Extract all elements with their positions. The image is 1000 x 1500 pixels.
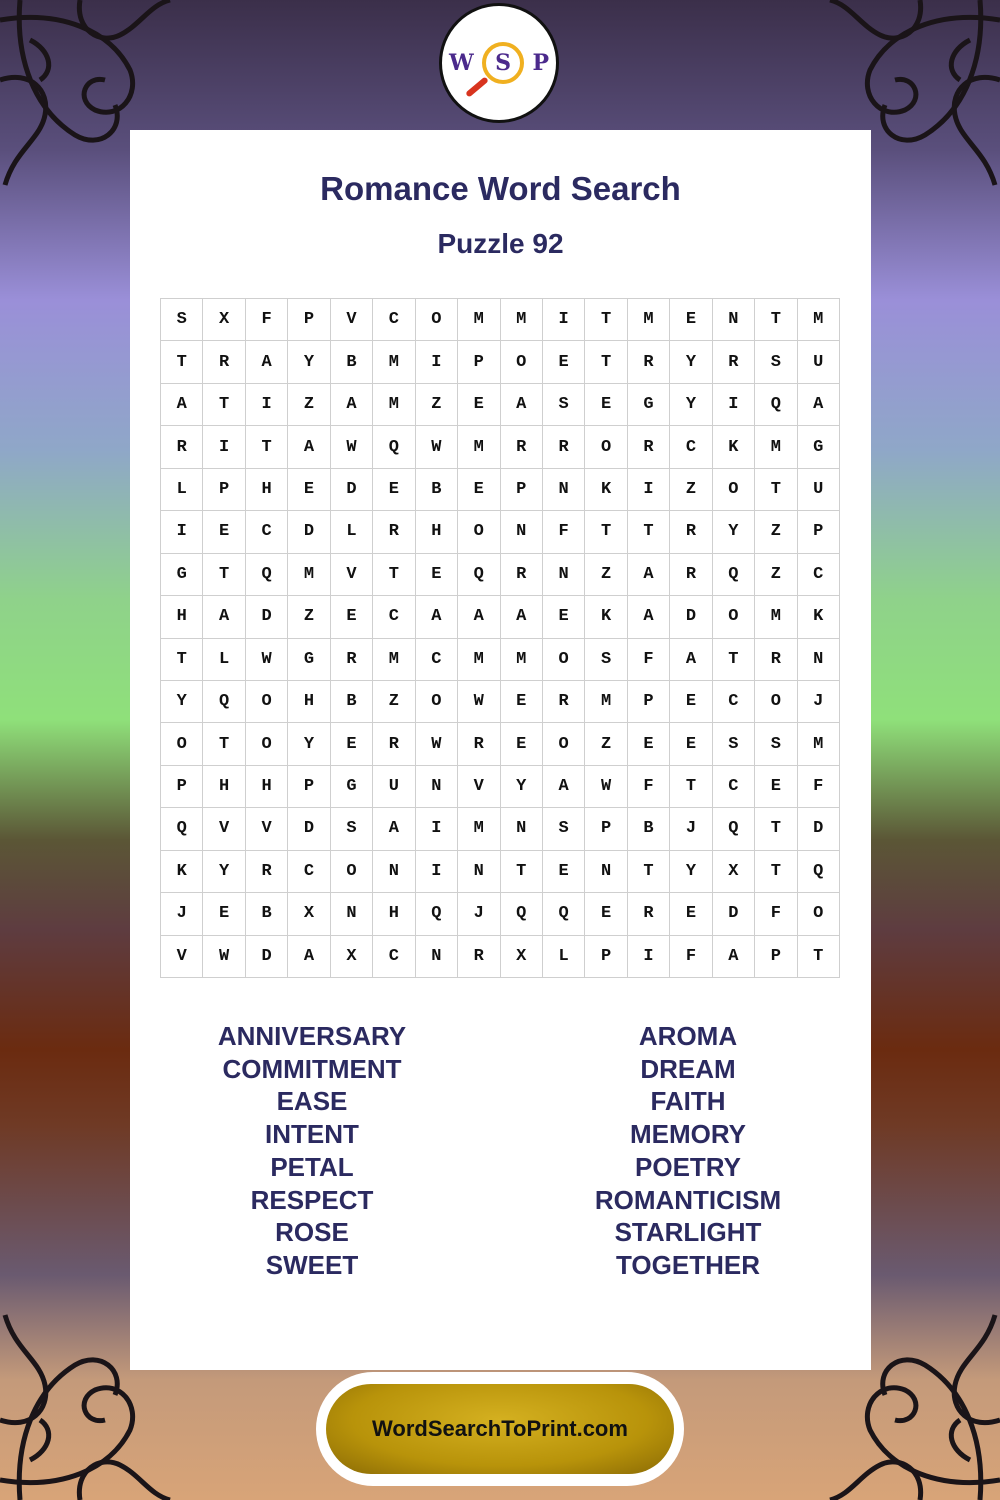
grid-cell[interactable]: Y bbox=[670, 341, 712, 383]
grid-cell[interactable]: O bbox=[713, 596, 755, 638]
grid-cell[interactable]: Y bbox=[670, 851, 712, 893]
grid-cell[interactable]: X bbox=[331, 936, 373, 978]
grid-cell[interactable]: F bbox=[246, 299, 288, 341]
grid-cell[interactable]: T bbox=[585, 511, 627, 553]
grid-cell[interactable]: W bbox=[585, 766, 627, 808]
grid-cell[interactable]: H bbox=[373, 893, 415, 935]
grid-cell[interactable]: P bbox=[585, 808, 627, 850]
grid-cell[interactable]: I bbox=[203, 426, 245, 468]
word-list-item: DREAM bbox=[640, 1053, 736, 1084]
grid-cell[interactable]: I bbox=[416, 341, 458, 383]
grid-cell[interactable]: M bbox=[628, 299, 670, 341]
grid-cell[interactable]: Y bbox=[203, 851, 245, 893]
grid-cell[interactable]: M bbox=[458, 639, 500, 681]
grid-cell[interactable]: S bbox=[755, 341, 797, 383]
grid-cell[interactable]: W bbox=[416, 426, 458, 468]
grid-cell[interactable]: D bbox=[288, 808, 330, 850]
grid-cell[interactable]: X bbox=[288, 893, 330, 935]
grid-cell[interactable]: W bbox=[458, 681, 500, 723]
puzzle-card bbox=[130, 130, 871, 1370]
grid-cell[interactable]: Q bbox=[458, 554, 500, 596]
grid-cell[interactable]: A bbox=[628, 554, 670, 596]
grid-cell[interactable]: S bbox=[543, 384, 585, 426]
grid-cell[interactable]: E bbox=[331, 596, 373, 638]
grid-cell[interactable]: M bbox=[373, 384, 415, 426]
grid-cell[interactable]: D bbox=[246, 936, 288, 978]
grid-cell[interactable]: U bbox=[798, 469, 840, 511]
grid-cell[interactable]: C bbox=[373, 299, 415, 341]
grid-cell[interactable]: Q bbox=[161, 808, 203, 850]
grid-cell[interactable]: K bbox=[713, 426, 755, 468]
grid-cell[interactable]: M bbox=[501, 299, 543, 341]
grid-cell[interactable]: A bbox=[458, 596, 500, 638]
grid-cell[interactable]: M bbox=[755, 426, 797, 468]
grid-cell[interactable]: M bbox=[798, 299, 840, 341]
footer-badge bbox=[316, 1372, 684, 1486]
grid-cell[interactable]: A bbox=[288, 936, 330, 978]
grid-cell[interactable]: R bbox=[628, 341, 670, 383]
grid-cell[interactable]: O bbox=[798, 893, 840, 935]
grid-cell[interactable]: A bbox=[501, 596, 543, 638]
grid-cell[interactable]: Z bbox=[288, 384, 330, 426]
grid-cell[interactable]: L bbox=[161, 469, 203, 511]
grid-cell[interactable]: E bbox=[670, 723, 712, 765]
grid-cell[interactable]: Q bbox=[755, 384, 797, 426]
grid-cell[interactable]: T bbox=[161, 639, 203, 681]
grid-cell[interactable]: C bbox=[373, 596, 415, 638]
grid-cell[interactable]: E bbox=[458, 469, 500, 511]
grid-cell[interactable]: W bbox=[246, 639, 288, 681]
grid-cell[interactable]: C bbox=[416, 639, 458, 681]
grid-cell[interactable]: A bbox=[798, 384, 840, 426]
grid-cell[interactable]: E bbox=[670, 893, 712, 935]
grid-cell[interactable]: T bbox=[246, 426, 288, 468]
grid-cell[interactable]: R bbox=[373, 723, 415, 765]
grid-cell[interactable]: R bbox=[628, 893, 670, 935]
grid-cell[interactable]: T bbox=[203, 384, 245, 426]
grid-cell[interactable]: C bbox=[670, 426, 712, 468]
grid-cell[interactable]: A bbox=[670, 639, 712, 681]
grid-cell[interactable]: F bbox=[670, 936, 712, 978]
grid-cell[interactable]: B bbox=[331, 341, 373, 383]
grid-cell[interactable]: L bbox=[543, 936, 585, 978]
grid-cell[interactable]: P bbox=[798, 511, 840, 553]
grid-cell[interactable]: W bbox=[416, 723, 458, 765]
grid-cell[interactable]: Z bbox=[288, 596, 330, 638]
grid-cell[interactable]: I bbox=[246, 384, 288, 426]
grid-cell[interactable]: X bbox=[713, 851, 755, 893]
grid-cell[interactable]: T bbox=[628, 511, 670, 553]
grid-cell[interactable]: R bbox=[543, 681, 585, 723]
grid-cell[interactable]: O bbox=[585, 426, 627, 468]
word-list-item: ANNIVERSARY bbox=[217, 1021, 407, 1051]
grid-cell[interactable]: O bbox=[755, 681, 797, 723]
grid-cell[interactable]: Z bbox=[670, 469, 712, 511]
grid-cell[interactable]: S bbox=[755, 723, 797, 765]
grid-cell[interactable]: V bbox=[203, 808, 245, 850]
grid-cell[interactable]: B bbox=[416, 469, 458, 511]
word-list-item: POETRY bbox=[635, 1151, 741, 1182]
grid-cell[interactable]: P bbox=[501, 469, 543, 511]
grid-cell[interactable]: H bbox=[288, 681, 330, 723]
grid-cell[interactable]: A bbox=[203, 596, 245, 638]
grid-cell[interactable]: L bbox=[331, 511, 373, 553]
word-list-item: ROSE bbox=[275, 1217, 349, 1248]
grid-cell[interactable]: M bbox=[373, 639, 415, 681]
grid-cell[interactable]: E bbox=[585, 893, 627, 935]
grid-cell[interactable]: N bbox=[798, 639, 840, 681]
grid-cell[interactable]: H bbox=[246, 469, 288, 511]
grid-cell[interactable]: C bbox=[713, 766, 755, 808]
grid-cell[interactable]: E bbox=[458, 384, 500, 426]
grid-cell[interactable]: L bbox=[203, 639, 245, 681]
grid-cell[interactable]: N bbox=[543, 469, 585, 511]
grid-cell[interactable]: Z bbox=[585, 723, 627, 765]
grid-cell[interactable]: Y bbox=[161, 681, 203, 723]
grid-cell[interactable]: N bbox=[501, 808, 543, 850]
grid-cell[interactable]: G bbox=[161, 554, 203, 596]
logo-letter-w: W bbox=[449, 50, 474, 76]
grid-cell[interactable]: H bbox=[246, 766, 288, 808]
grid-cell[interactable]: K bbox=[798, 596, 840, 638]
grid-cell[interactable]: R bbox=[501, 554, 543, 596]
grid-cell[interactable]: A bbox=[713, 936, 755, 978]
grid-cell[interactable]: P bbox=[585, 936, 627, 978]
grid-cell[interactable]: I bbox=[161, 511, 203, 553]
grid-cell[interactable]: S bbox=[585, 639, 627, 681]
grid-cell[interactable]: M bbox=[501, 639, 543, 681]
grid-cell[interactable]: A bbox=[416, 596, 458, 638]
letter-grid bbox=[160, 298, 840, 978]
grid-cell[interactable]: U bbox=[798, 341, 840, 383]
word-list-item: SWEET bbox=[265, 1249, 359, 1280]
grid-cell[interactable]: R bbox=[670, 511, 712, 553]
grid-cell[interactable]: R bbox=[203, 341, 245, 383]
grid-cell[interactable]: F bbox=[628, 766, 670, 808]
grid-cell[interactable]: O bbox=[331, 851, 373, 893]
grid-cell[interactable]: O bbox=[416, 681, 458, 723]
grid-cell[interactable]: J bbox=[161, 893, 203, 935]
grid-cell[interactable]: Z bbox=[416, 384, 458, 426]
grid-cell[interactable]: E bbox=[373, 469, 415, 511]
grid-cell[interactable]: N bbox=[458, 851, 500, 893]
grid-cell[interactable]: T bbox=[203, 554, 245, 596]
grid-cell[interactable]: N bbox=[373, 851, 415, 893]
grid-cell[interactable]: E bbox=[543, 851, 585, 893]
grid-cell[interactable]: X bbox=[203, 299, 245, 341]
grid-cell[interactable]: M bbox=[458, 426, 500, 468]
grid-cell[interactable]: I bbox=[628, 469, 670, 511]
grid-cell[interactable]: V bbox=[246, 808, 288, 850]
grid-cell[interactable]: Z bbox=[755, 554, 797, 596]
grid-cell[interactable]: V bbox=[458, 766, 500, 808]
grid-cell[interactable]: C bbox=[246, 511, 288, 553]
grid-cell[interactable]: M bbox=[288, 554, 330, 596]
grid-cell[interactable]: I bbox=[628, 936, 670, 978]
grid-cell[interactable]: S bbox=[543, 808, 585, 850]
grid-cell[interactable]: D bbox=[331, 469, 373, 511]
grid-cell[interactable]: R bbox=[331, 639, 373, 681]
grid-cell[interactable]: T bbox=[755, 808, 797, 850]
grid-cell[interactable]: F bbox=[798, 766, 840, 808]
grid-cell[interactable]: T bbox=[628, 851, 670, 893]
grid-cell[interactable]: A bbox=[628, 596, 670, 638]
grid-cell[interactable]: H bbox=[203, 766, 245, 808]
word-list-right bbox=[523, 1020, 853, 1282]
grid-cell[interactable]: M bbox=[458, 808, 500, 850]
grid-cell[interactable]: I bbox=[416, 808, 458, 850]
grid-cell[interactable]: T bbox=[203, 723, 245, 765]
grid-cell[interactable]: N bbox=[543, 554, 585, 596]
grid-cell[interactable]: Q bbox=[798, 851, 840, 893]
grid-cell[interactable]: G bbox=[288, 639, 330, 681]
grid-cell[interactable]: Q bbox=[543, 893, 585, 935]
grid-cell[interactable]: Y bbox=[288, 723, 330, 765]
grid-cell[interactable]: Z bbox=[373, 681, 415, 723]
grid-cell[interactable]: T bbox=[670, 766, 712, 808]
grid-cell[interactable]: O bbox=[458, 511, 500, 553]
word-list-left bbox=[147, 1020, 477, 1282]
grid-cell[interactable]: O bbox=[246, 681, 288, 723]
grid-cell[interactable]: B bbox=[331, 681, 373, 723]
word-list-item: FAITH bbox=[650, 1086, 726, 1117]
grid-cell[interactable]: F bbox=[755, 893, 797, 935]
grid-cell[interactable]: A bbox=[288, 426, 330, 468]
grid-cell[interactable]: S bbox=[713, 723, 755, 765]
grid-cell[interactable]: Q bbox=[501, 893, 543, 935]
grid-cell[interactable]: A bbox=[331, 384, 373, 426]
grid-cell[interactable]: T bbox=[798, 936, 840, 978]
grid-cell[interactable]: E bbox=[670, 681, 712, 723]
grid-cell[interactable]: M bbox=[755, 596, 797, 638]
grid-cell[interactable]: R bbox=[628, 426, 670, 468]
grid-cell[interactable]: N bbox=[331, 893, 373, 935]
grid-cell[interactable]: M bbox=[585, 681, 627, 723]
grid-cell[interactable]: T bbox=[755, 299, 797, 341]
grid-cell[interactable]: N bbox=[416, 766, 458, 808]
grid-cell[interactable]: Q bbox=[203, 681, 245, 723]
grid-cell[interactable]: P bbox=[288, 766, 330, 808]
grid-cell[interactable]: Q bbox=[373, 426, 415, 468]
grid-cell[interactable]: C bbox=[798, 554, 840, 596]
site-link[interactable] bbox=[326, 1384, 674, 1474]
grid-cell[interactable]: M bbox=[373, 341, 415, 383]
grid-cell[interactable]: R bbox=[373, 511, 415, 553]
grid-cell[interactable]: M bbox=[458, 299, 500, 341]
grid-cell[interactable]: O bbox=[246, 723, 288, 765]
grid-cell[interactable]: E bbox=[755, 766, 797, 808]
grid-cell[interactable]: W bbox=[331, 426, 373, 468]
grid-cell[interactable]: P bbox=[628, 681, 670, 723]
grid-cell[interactable]: T bbox=[161, 341, 203, 383]
grid-cell[interactable]: O bbox=[416, 299, 458, 341]
grid-cell[interactable]: J bbox=[798, 681, 840, 723]
word-list-item: STARLIGHT bbox=[614, 1217, 762, 1248]
grid-cell[interactable]: A bbox=[161, 384, 203, 426]
grid-cell[interactable]: W bbox=[203, 936, 245, 978]
grid-cell[interactable]: E bbox=[203, 893, 245, 935]
word-list-item: ROMANTICISM bbox=[594, 1184, 782, 1215]
grid-cell[interactable]: E bbox=[288, 469, 330, 511]
grid-cell[interactable]: S bbox=[331, 808, 373, 850]
grid-cell[interactable]: I bbox=[416, 851, 458, 893]
grid-cell[interactable]: E bbox=[203, 511, 245, 553]
grid-cell[interactable]: J bbox=[670, 808, 712, 850]
puzzle-number: Puzzle 92 bbox=[437, 228, 564, 259]
grid-cell[interactable]: B bbox=[628, 808, 670, 850]
grid-cell[interactable]: Z bbox=[755, 511, 797, 553]
grid-cell[interactable]: R bbox=[543, 426, 585, 468]
grid-cell[interactable]: H bbox=[416, 511, 458, 553]
grid-cell[interactable]: P bbox=[161, 766, 203, 808]
grid-cell[interactable]: R bbox=[458, 936, 500, 978]
grid-cell[interactable]: T bbox=[373, 554, 415, 596]
grid-cell[interactable]: T bbox=[713, 639, 755, 681]
grid-cell[interactable]: D bbox=[246, 596, 288, 638]
grid-cell[interactable]: C bbox=[373, 936, 415, 978]
grid-cell[interactable]: V bbox=[331, 299, 373, 341]
grid-cell[interactable]: D bbox=[288, 511, 330, 553]
grid-cell[interactable]: E bbox=[501, 681, 543, 723]
grid-cell[interactable]: P bbox=[288, 299, 330, 341]
grid-cell[interactable]: U bbox=[373, 766, 415, 808]
site-logo[interactable] bbox=[439, 3, 559, 123]
word-list-item: PETAL bbox=[270, 1151, 354, 1182]
grid-cell[interactable]: E bbox=[628, 723, 670, 765]
grid-cell[interactable]: A bbox=[543, 766, 585, 808]
grid-cell[interactable]: P bbox=[755, 936, 797, 978]
word-list-item: EASE bbox=[276, 1086, 348, 1117]
grid-cell[interactable]: T bbox=[755, 851, 797, 893]
grid-cell[interactable]: N bbox=[416, 936, 458, 978]
logo-letter-s: S bbox=[495, 50, 512, 76]
grid-cell[interactable]: R bbox=[755, 639, 797, 681]
grid-cell[interactable]: I bbox=[543, 299, 585, 341]
grid-cell[interactable]: G bbox=[331, 766, 373, 808]
magnifier-icon bbox=[482, 42, 524, 84]
grid-cell[interactable]: Q bbox=[246, 554, 288, 596]
grid-cell[interactable]: K bbox=[585, 469, 627, 511]
grid-cell[interactable]: R bbox=[161, 426, 203, 468]
grid-cell[interactable]: E bbox=[670, 299, 712, 341]
grid-cell[interactable]: K bbox=[161, 851, 203, 893]
grid-cell[interactable]: F bbox=[628, 639, 670, 681]
grid-cell[interactable]: E bbox=[331, 723, 373, 765]
grid-cell[interactable]: R bbox=[501, 426, 543, 468]
page-title: Romance Word Search bbox=[320, 170, 681, 207]
grid-cell[interactable]: V bbox=[161, 936, 203, 978]
grid-cell[interactable]: Y bbox=[670, 384, 712, 426]
grid-cell[interactable]: N bbox=[585, 851, 627, 893]
grid-cell[interactable]: Y bbox=[288, 341, 330, 383]
word-list-item: RESPECT bbox=[250, 1184, 374, 1215]
grid-cell[interactable]: D bbox=[713, 893, 755, 935]
grid-cell[interactable]: Q bbox=[416, 893, 458, 935]
grid-cell[interactable]: O bbox=[543, 639, 585, 681]
grid-cell[interactable]: G bbox=[798, 426, 840, 468]
grid-cell[interactable]: N bbox=[501, 511, 543, 553]
grid-cell[interactable]: T bbox=[755, 469, 797, 511]
grid-cell[interactable]: D bbox=[798, 808, 840, 850]
grid-cell[interactable]: O bbox=[161, 723, 203, 765]
grid-cell[interactable]: O bbox=[501, 341, 543, 383]
grid-cell[interactable]: E bbox=[416, 554, 458, 596]
word-list-item: COMMITMENT bbox=[222, 1053, 402, 1084]
grid-cell[interactable]: A bbox=[373, 808, 415, 850]
grid-cell[interactable]: P bbox=[458, 341, 500, 383]
grid-cell[interactable]: J bbox=[458, 893, 500, 935]
grid-cell[interactable]: F bbox=[543, 511, 585, 553]
grid-cell[interactable]: D bbox=[670, 596, 712, 638]
word-list-item: AROMA bbox=[638, 1021, 738, 1051]
grid-cell[interactable]: A bbox=[246, 341, 288, 383]
grid-cell[interactable]: O bbox=[713, 469, 755, 511]
grid-cell[interactable]: K bbox=[585, 596, 627, 638]
grid-cell[interactable]: X bbox=[501, 936, 543, 978]
grid-cell[interactable]: E bbox=[501, 723, 543, 765]
grid-cell[interactable]: R bbox=[458, 723, 500, 765]
grid-cell[interactable]: E bbox=[543, 596, 585, 638]
grid-cell[interactable]: I bbox=[713, 384, 755, 426]
grid-cell[interactable]: H bbox=[161, 596, 203, 638]
grid-cell[interactable]: T bbox=[501, 851, 543, 893]
grid-cell[interactable]: E bbox=[543, 341, 585, 383]
grid-cell[interactable]: Z bbox=[585, 554, 627, 596]
grid-cell[interactable]: Y bbox=[501, 766, 543, 808]
grid-cell[interactable]: T bbox=[585, 341, 627, 383]
grid-cell[interactable]: A bbox=[501, 384, 543, 426]
grid-cell[interactable]: C bbox=[713, 681, 755, 723]
site-link-label: WordSearchToPrint.com bbox=[372, 1416, 628, 1441]
grid-cell[interactable]: R bbox=[246, 851, 288, 893]
word-list-item: TOGETHER bbox=[616, 1249, 760, 1280]
grid-cell[interactable]: Q bbox=[713, 808, 755, 850]
grid-cell[interactable]: R bbox=[713, 341, 755, 383]
grid-cell[interactable]: Q bbox=[713, 554, 755, 596]
grid-cell[interactable]: R bbox=[670, 554, 712, 596]
word-list-item: MEMORY bbox=[629, 1119, 747, 1150]
grid-cell[interactable]: O bbox=[543, 723, 585, 765]
grid-cell[interactable]: Y bbox=[713, 511, 755, 553]
grid-cell[interactable]: S bbox=[161, 299, 203, 341]
logo-letter-p: P bbox=[532, 50, 549, 76]
grid-cell[interactable]: B bbox=[246, 893, 288, 935]
grid-cell[interactable]: M bbox=[798, 723, 840, 765]
grid-cell[interactable]: C bbox=[288, 851, 330, 893]
grid-cell[interactable]: V bbox=[331, 554, 373, 596]
grid-cell[interactable]: T bbox=[585, 299, 627, 341]
grid-cell[interactable]: P bbox=[203, 469, 245, 511]
grid-cell[interactable]: N bbox=[713, 299, 755, 341]
grid-cell[interactable]: E bbox=[585, 384, 627, 426]
grid-cell[interactable]: G bbox=[628, 384, 670, 426]
word-list-item: INTENT bbox=[265, 1119, 359, 1150]
